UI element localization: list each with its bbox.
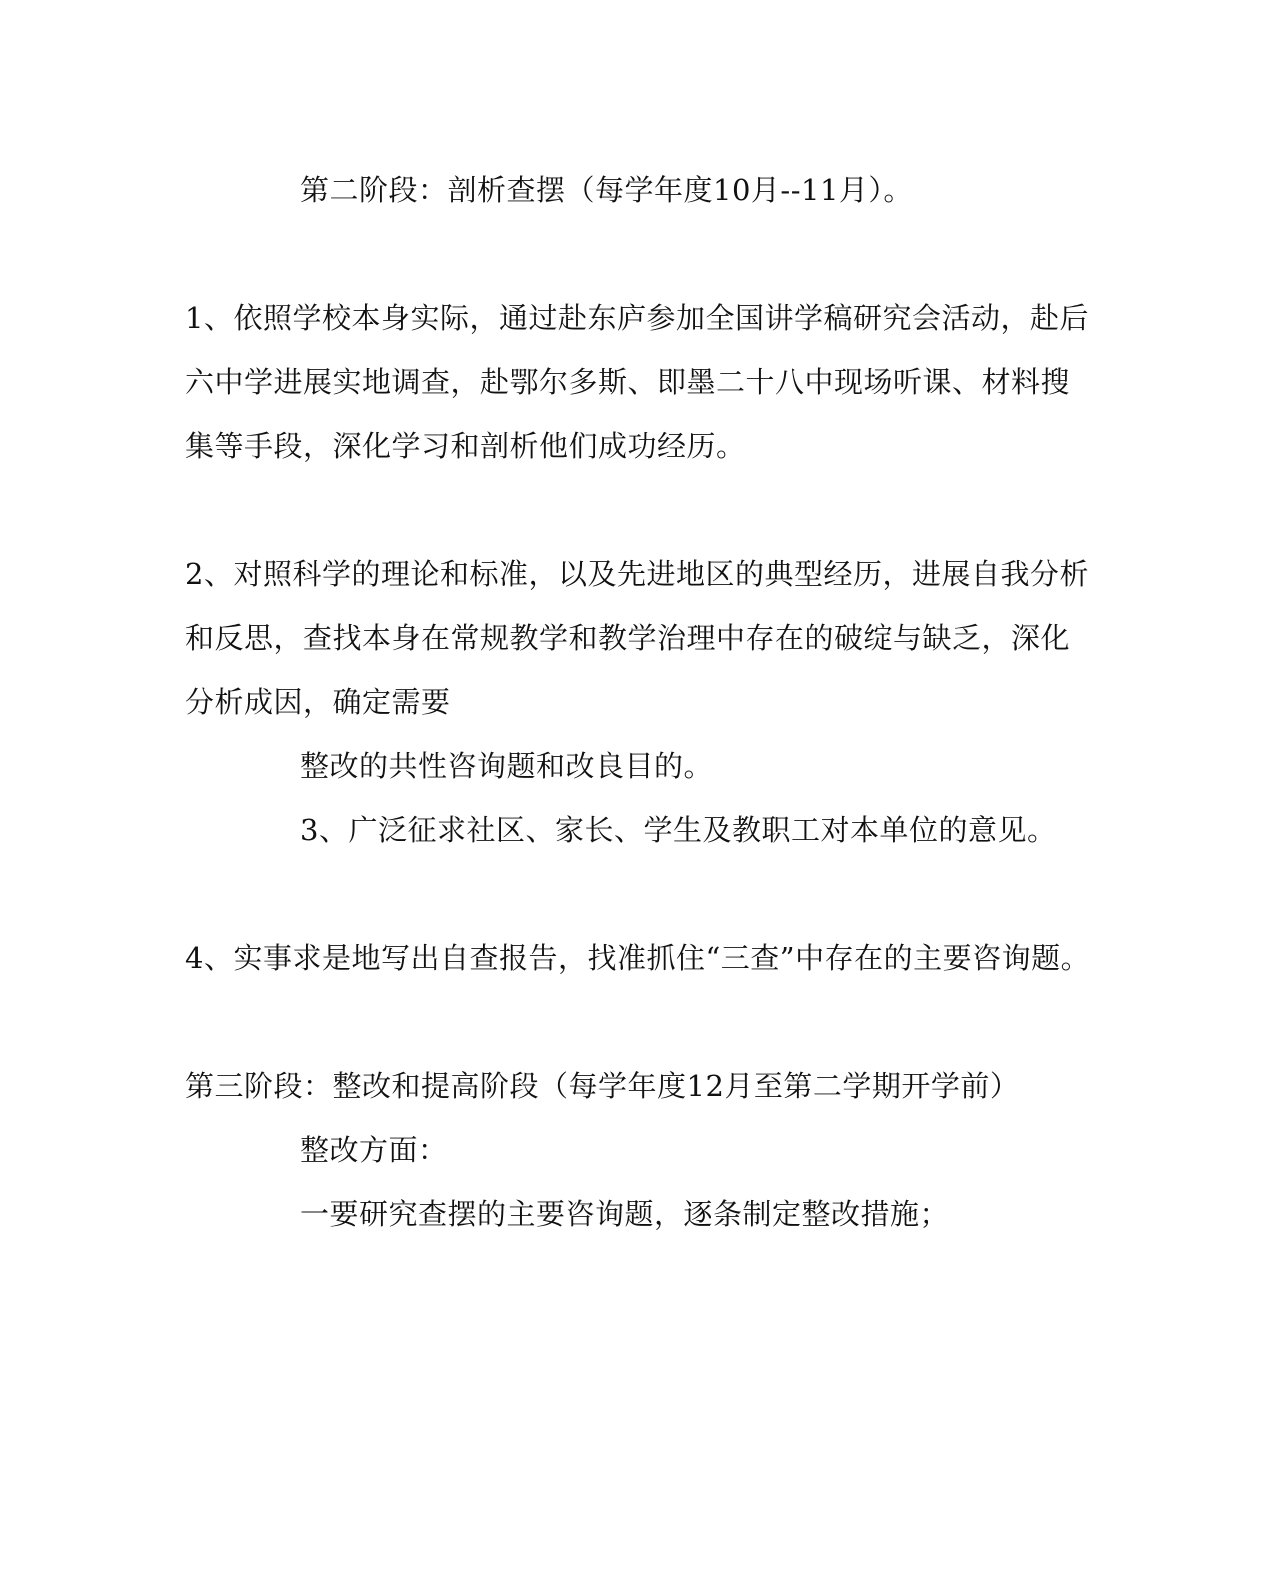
item1-line2: 六中学进展实地调查，赴鄂尔多斯、即墨二十八中现场听课、材料搜 [185,365,1071,399]
item1-line3: 集等手段，深化学习和剖析他们成功经历。 [185,429,746,463]
rectify-item1: 一要研究查摆的主要咨询题，逐条制定整改措施； [300,1197,950,1231]
stage3-heading: 第三阶段：整改和提高阶段（每学年度12月至第二学期开学前） [185,1069,1020,1103]
item3: 3、广泛征求社区、家长、学生及教职工对本单位的意见。 [300,813,1057,847]
item2-line3: 分析成因，确定需要 [185,685,451,719]
item1-line1: 1、依照学校本身实际，通过赴东庐参加全国讲学稿研究会活动，赴后 [185,301,1089,335]
item2-line2: 和反思，查找本身在常规教学和教学治理中存在的破绽与缺乏，深化 [185,621,1071,655]
item4: 4、实事求是地写出自查报告，找准抓住“三查”中存在的主要咨询题。 [185,941,1091,975]
item2-line4: 整改的共性咨询题和改良目的。 [300,749,714,783]
stage2-heading: 第二阶段：剖析查摆（每学年度10月--11月）。 [300,173,913,207]
rectify-heading: 整改方面： [300,1133,448,1167]
item2-line1: 2、对照科学的理论和标准，以及先进地区的典型经历，进展自我分析 [185,557,1089,591]
